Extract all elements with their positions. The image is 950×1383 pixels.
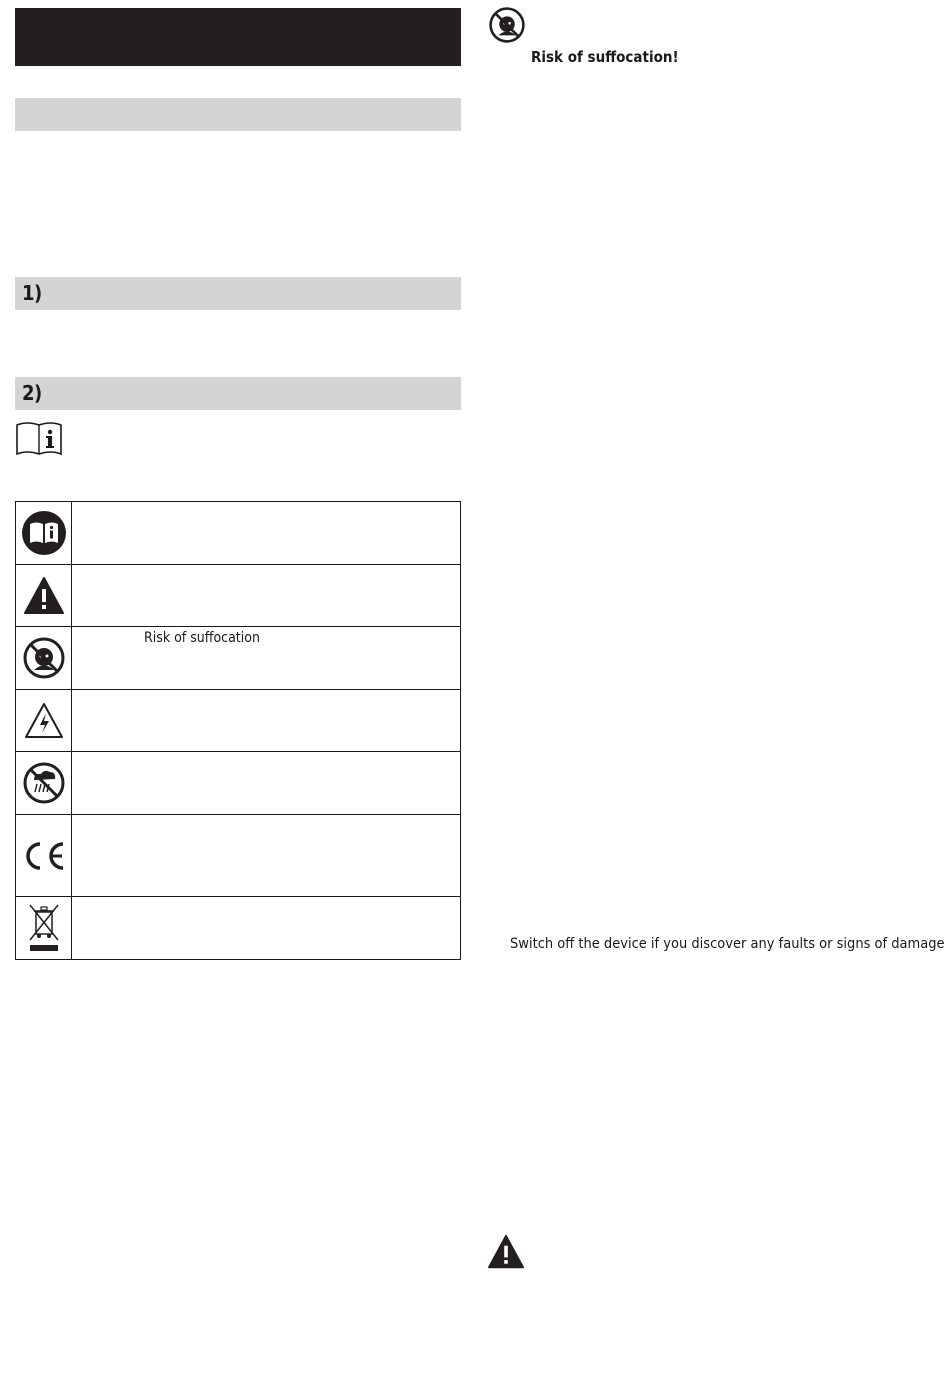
damage-notice-text: Switch off the device if you discover any faults or signs of damage [510, 936, 945, 952]
section-1-number: 1) [22, 281, 42, 305]
symbol-text [72, 502, 461, 565]
suffocation-warning-text: Risk of suffocation! [531, 48, 679, 66]
symbol-text [72, 565, 461, 627]
section-header-bar [15, 98, 461, 131]
symbol-text [72, 897, 461, 960]
no-rain-moisture-icon [22, 761, 66, 805]
symbol-text [72, 815, 461, 897]
symbol-text [72, 752, 461, 815]
symbol-row-weee [16, 897, 461, 960]
weee-crossed-bin-icon [27, 902, 61, 954]
electric-hazard-icon [23, 701, 65, 741]
no-children-suffocation-icon [22, 636, 66, 680]
warning-triangle-icon [487, 1234, 525, 1270]
warning-triangle-icon [23, 576, 65, 616]
symbol-text [72, 690, 461, 752]
ce-mark-icon [22, 841, 66, 871]
book-info-icon [21, 510, 67, 556]
symbol-row-electric [16, 690, 461, 752]
section-1-header [15, 277, 461, 310]
symbol-row-suffocation [16, 627, 461, 690]
symbol-row-warning [16, 565, 461, 627]
symbol-row-ce [16, 815, 461, 897]
section-2-header [15, 377, 461, 410]
symbol-text: Risk of suffocation [72, 627, 461, 690]
symbol-row-manual [16, 502, 461, 565]
book-info-icon [15, 421, 63, 457]
symbol-explanation-table [15, 501, 461, 960]
section-2-number: 2) [22, 381, 42, 405]
no-children-suffocation-icon [488, 6, 526, 44]
document-title-bar [15, 8, 461, 66]
symbol-row-moisture [16, 752, 461, 815]
